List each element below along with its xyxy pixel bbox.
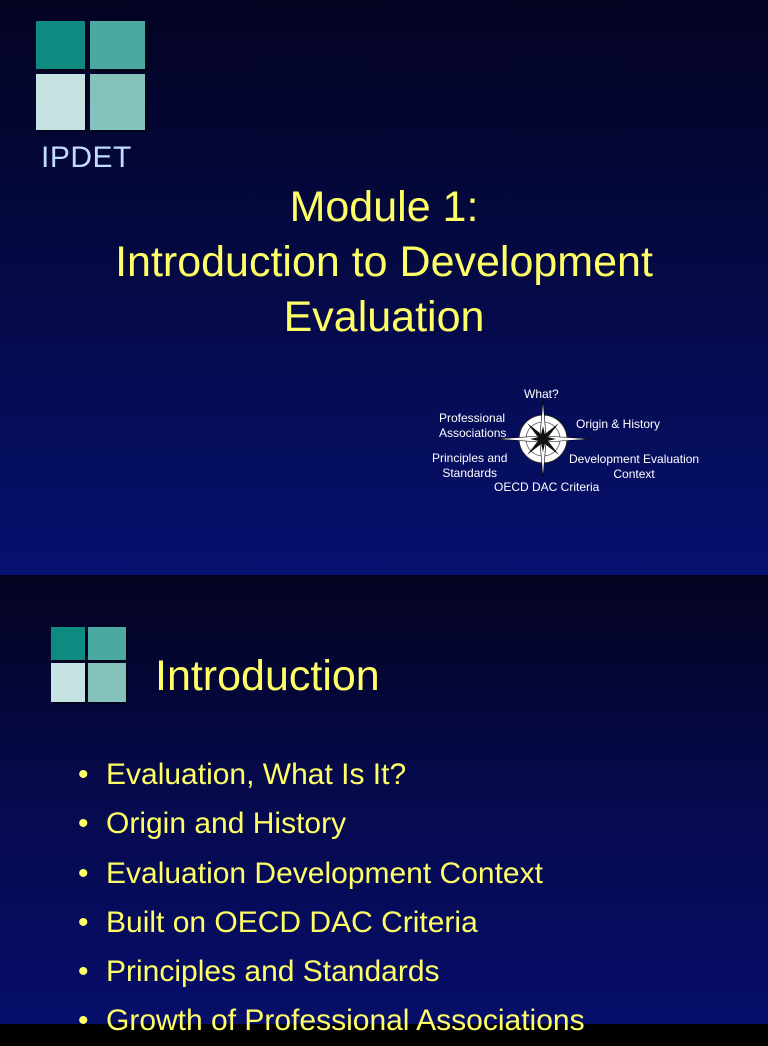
list-item: • Growth of Professional Associations	[78, 996, 585, 1045]
logo-square-top-right	[88, 627, 126, 660]
logo-square-bottom-left	[51, 663, 85, 702]
compass-label-professional: Professional Associations	[439, 411, 507, 440]
list-item: • Built on OECD DAC Criteria	[78, 898, 585, 947]
logo-square-top-left	[51, 627, 85, 660]
brand-name: IPDET	[41, 141, 132, 174]
title-line-1: Module 1:	[289, 183, 479, 231]
logo-square-bottom-right	[88, 663, 126, 702]
list-item: • Evaluation Development Context	[78, 849, 585, 898]
bullet-list	[78, 750, 585, 1046]
title-line-2: Introduction to Development	[115, 238, 653, 286]
bullet-dot: •	[78, 758, 89, 791]
list-item: • Origin and History	[78, 799, 585, 848]
bullet-dot: •	[78, 905, 89, 939]
introduction-title: Introduction	[155, 652, 380, 700]
compass-label-development: Development Evaluation Context	[569, 452, 700, 481]
list-item: • Principles and Standards	[78, 947, 585, 996]
list-item: • Evaluation, What Is It?	[78, 750, 585, 799]
bullet-dot: •	[78, 1004, 89, 1038]
bullet-dot: •	[78, 955, 89, 989]
title-line-3: Evaluation	[283, 293, 485, 341]
ipdet-logo-small	[51, 627, 131, 705]
compass-label-oecd: OECD DAC Criteria	[494, 480, 600, 494]
compass-label-origin: Origin & History	[576, 417, 661, 431]
bullet-dot: •	[78, 807, 89, 841]
compass-label-principles: Principles and Standards	[432, 451, 508, 480]
compass-label-what: What?	[524, 387, 559, 401]
bullet-dot: •	[78, 856, 89, 890]
